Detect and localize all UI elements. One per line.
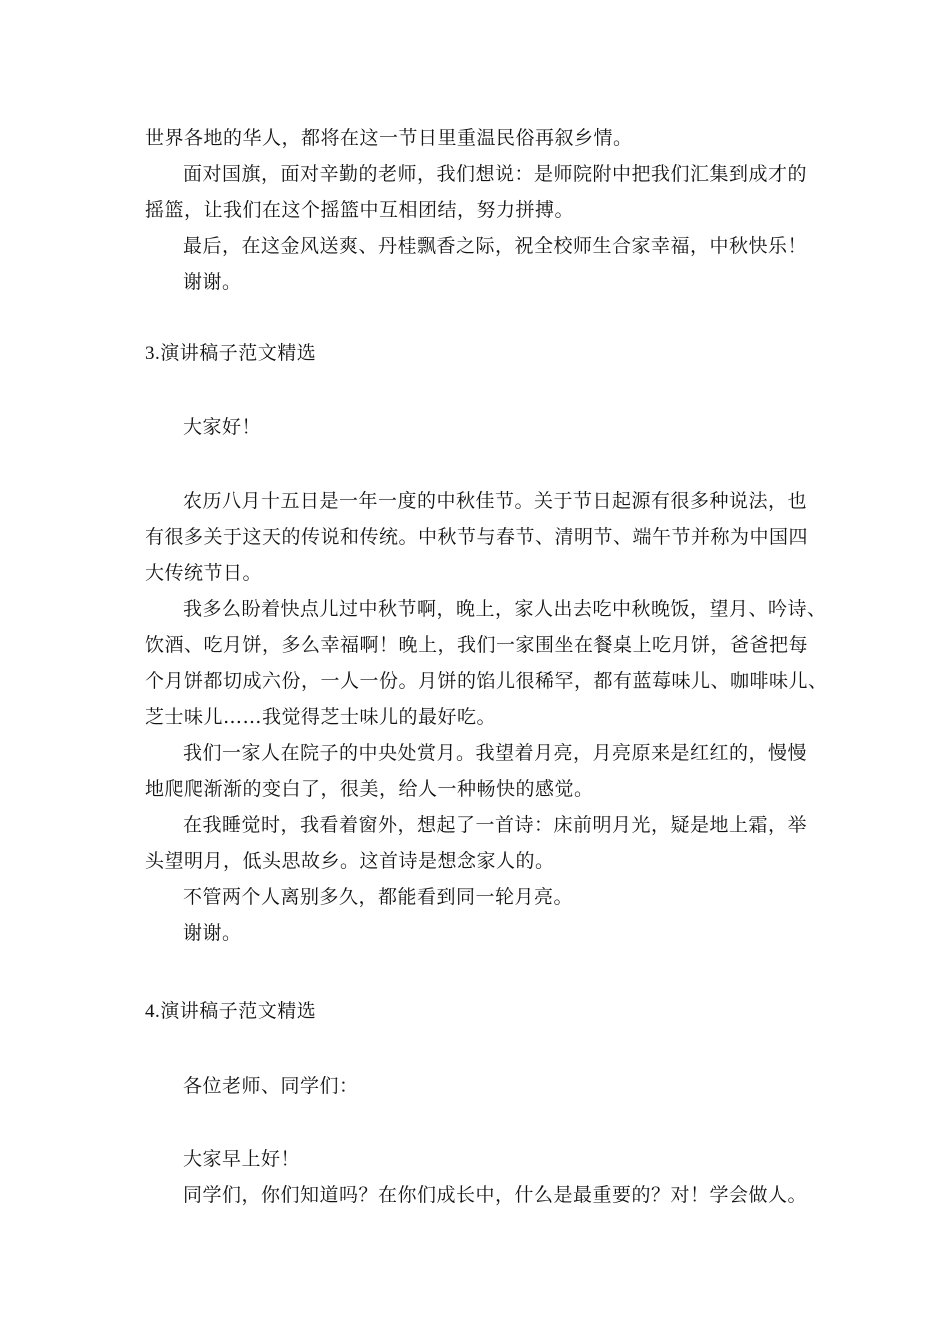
paragraph-line: 不管两个人离别多久，都能看到同一轮月亮。 (183, 886, 574, 908)
paragraph-line: 摇篮，让我们在这个摇篮中互相团结，努力拼搏。 (145, 199, 575, 221)
paragraph-line: 我们一家人在院子的中央处赏月。我望着月亮，月亮原来是红红的，慢慢 (183, 742, 808, 764)
paragraph-line: 饮酒、吃月饼，多么幸福啊！晚上，我们一家围坐在餐桌上吃月饼，爸爸把每 (145, 634, 809, 656)
paragraph-line: 同学们，你们知道吗？在你们成长中，什么是最重要的？对！学会做人。 (183, 1184, 808, 1206)
paragraph-line: 最后，在这金风送爽、丹桂飘香之际，祝全校师生合家幸福，中秋快乐！ (183, 235, 808, 257)
paragraph-line: 我多么盼着快点儿过中秋节啊，晚上，家人出去吃中秋晚饭，望月、吟诗、 (183, 598, 827, 620)
paragraph-line: 地爬爬渐渐的变白了，很美，给人一种畅快的感觉。 (145, 778, 594, 800)
paragraph-line: 有很多关于这天的传说和传统。中秋节与春节、清明节、端午节并称为中国四 (145, 526, 809, 548)
paragraph-line: 个月饼都切成六份，一人一份。月饼的馅儿很稀罕，都有蓝莓味儿、咖啡味儿、 (145, 670, 828, 692)
paragraph-line: 芝士味儿……我觉得芝士味儿的最好吃。 (145, 706, 497, 728)
paragraph-line: 面对国旗，面对辛勤的老师，我们想说：是师院附中把我们汇集到成才的 (183, 163, 808, 185)
section-heading: 4.演讲稿子范文精选 (145, 1001, 317, 1022)
paragraph-line: 世界各地的华人，都将在这一节日里重温民俗再叙乡情。 (145, 127, 633, 149)
paragraph-line: 谢谢。 (183, 922, 242, 944)
paragraph-line: 头望明月，低头思故乡。这首诗是想念家人的。 (145, 850, 555, 872)
greeting-line: 大家好！ (183, 416, 262, 438)
greeting-line: 各位老师、同学们： (183, 1075, 359, 1097)
paragraph-line: 在我睡觉时，我看着窗外，想起了一首诗：床前明月光，疑是地上霜，举 (183, 814, 808, 836)
paragraph-line: 大传统节日。 (145, 562, 263, 584)
paragraph-line: 谢谢。 (183, 271, 242, 293)
greeting-line: 大家早上好！ (183, 1148, 301, 1170)
paragraph-line: 农历八月十五日是一年一度的中秋佳节。关于节日起源有很多种说法，也 (183, 490, 808, 512)
section-heading: 3.演讲稿子范文精选 (145, 343, 317, 364)
